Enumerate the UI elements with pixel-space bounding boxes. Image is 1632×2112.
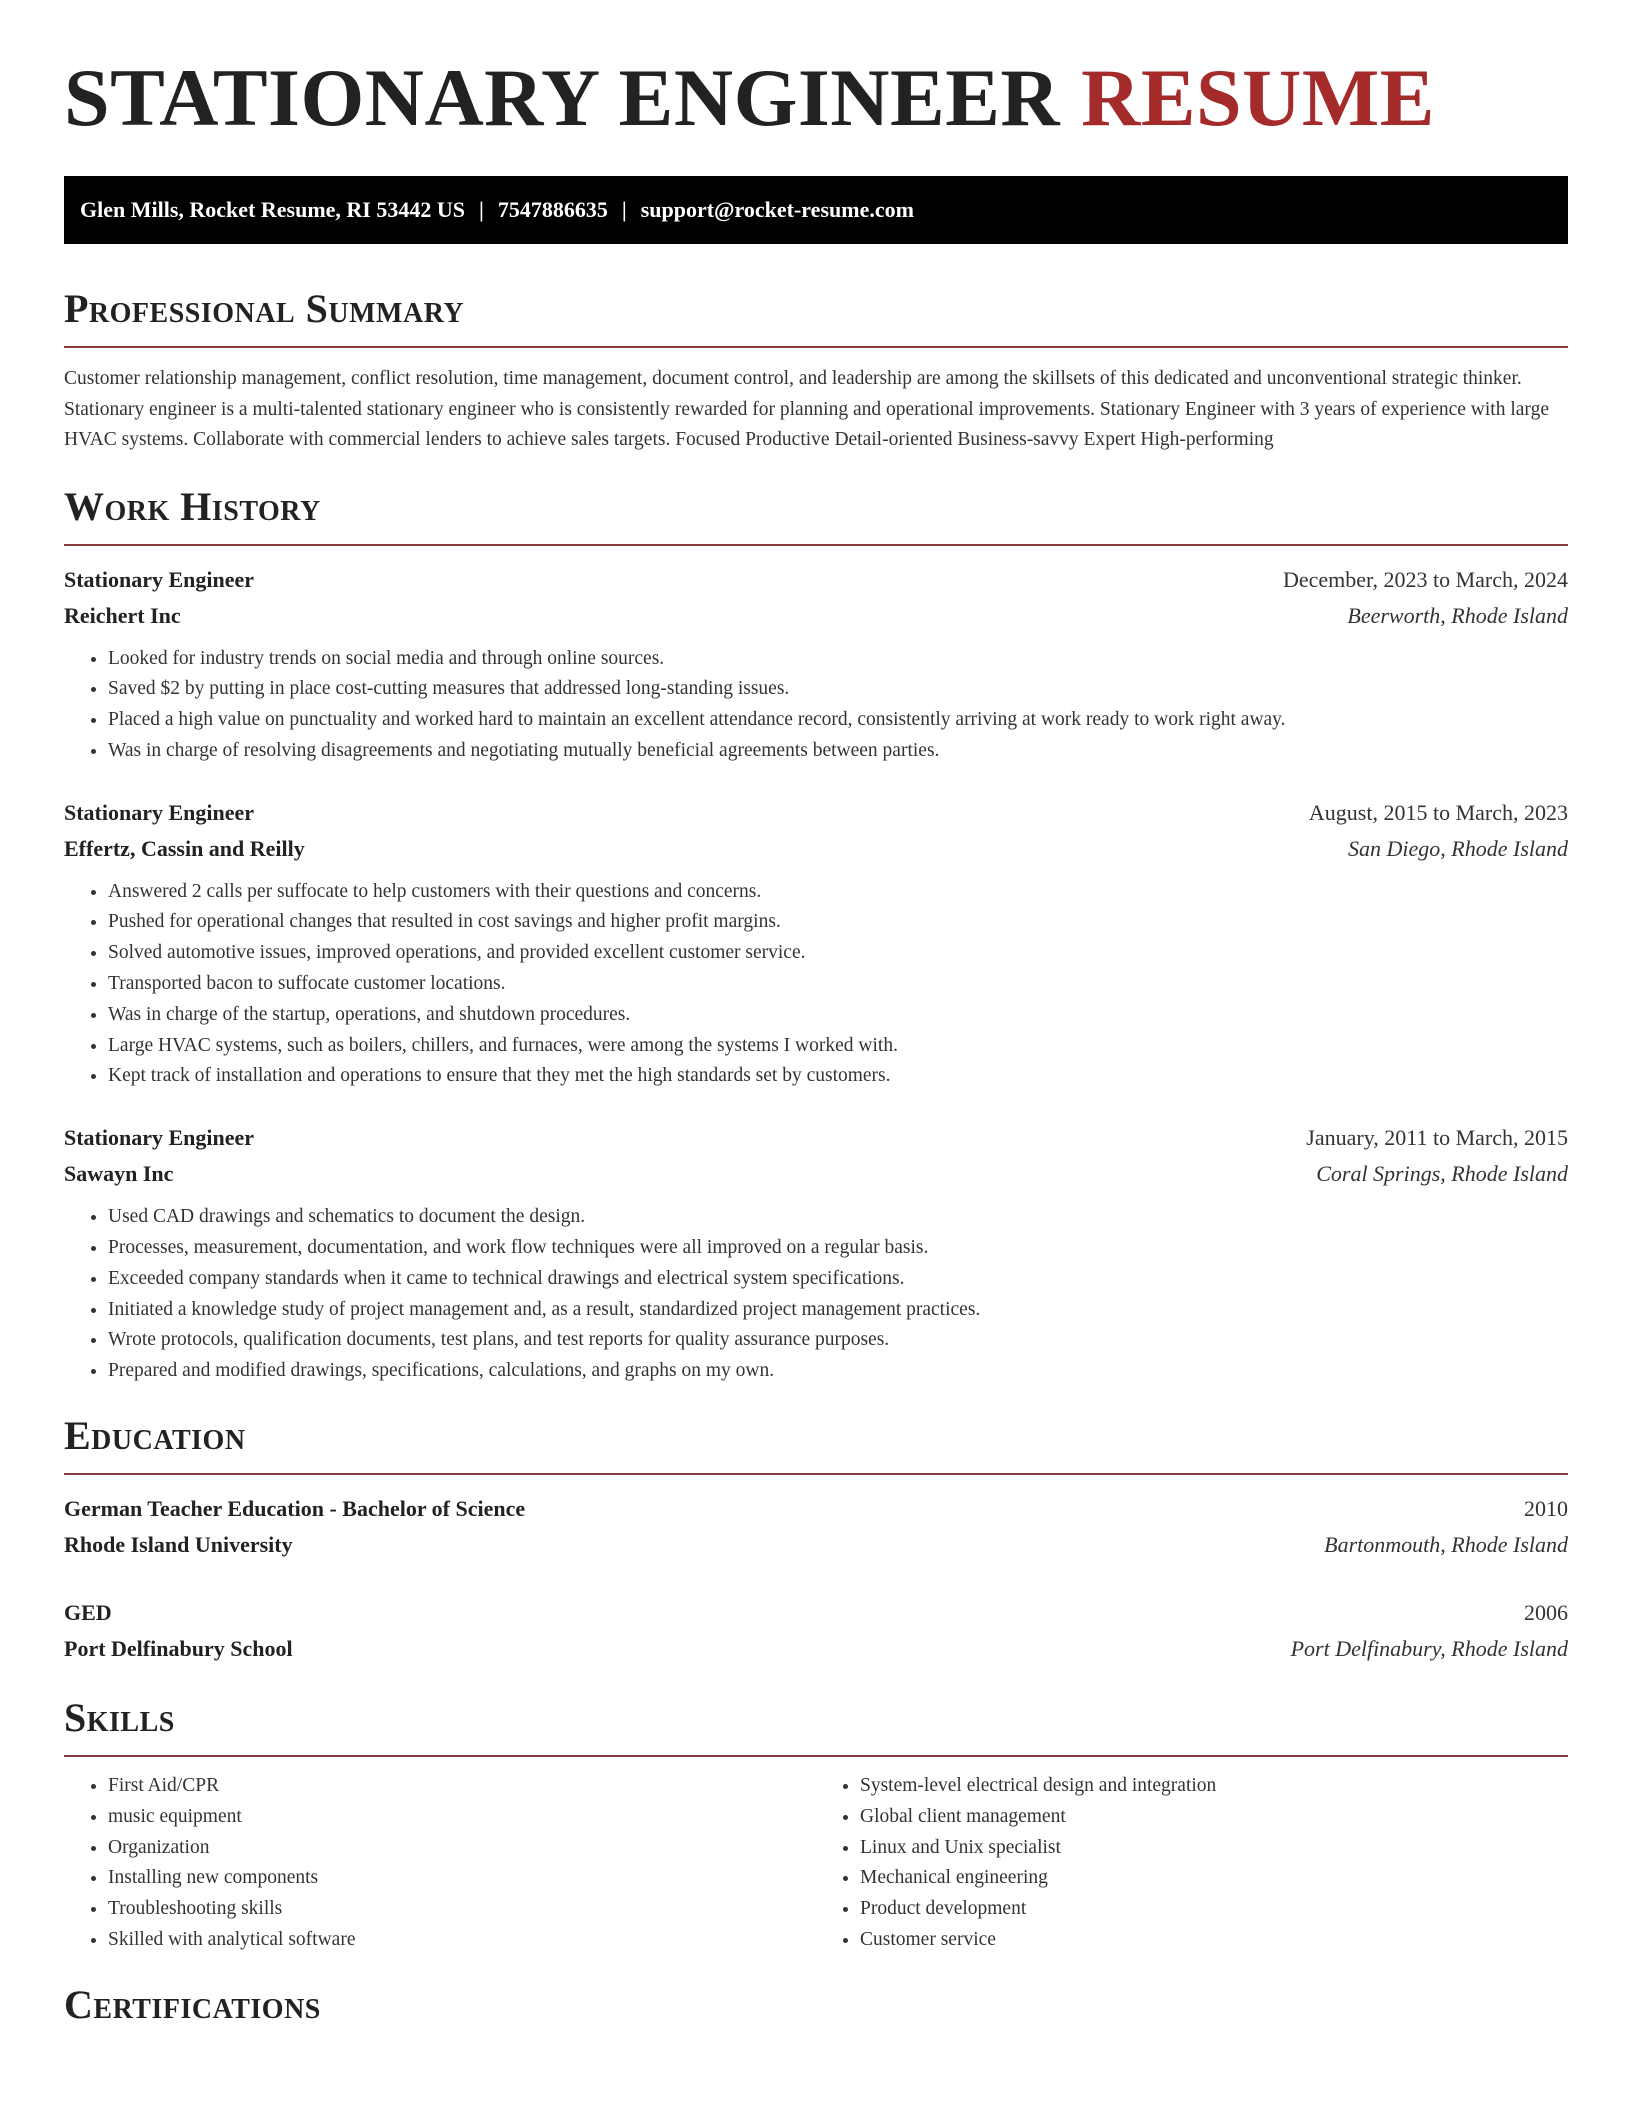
education-school: Port Delfinabury School <box>64 1636 293 1662</box>
education-heading: Education <box>64 1413 246 1459</box>
title-main: STATIONARY ENGINEER <box>64 52 1061 143</box>
job-title-row <box>64 562 1568 598</box>
job-bullet: • Initiated a knowledge study of project management and, as a result, standardized project management practices. <box>108 1295 1568 1326</box>
job-entry <box>64 1120 1568 1387</box>
skills-list-left <box>64 1771 816 1956</box>
education-entry <box>64 1595 1568 1667</box>
job-title: Stationary Engineer <box>64 1125 255 1151</box>
job-dates: December, 2023 to March, 2024 <box>1282 566 1568 592</box>
job-title-row <box>64 1120 1568 1156</box>
job-bullets <box>64 877 1568 1093</box>
education-degree: GED <box>64 1600 112 1626</box>
contact-phone: 7547886635 <box>497 197 608 222</box>
contact-address: Glen Mills, Rocket Resume, RI 53442 US <box>80 197 465 222</box>
skills-heading: Skills <box>64 1695 175 1741</box>
job-bullet: • Answered 2 calls per suffocate to help customers with their questions and concerns. <box>108 877 1568 908</box>
skill-item: • Troubleshooting skills <box>108 1894 816 1925</box>
job-bullet: • Looked for industry trends on social media and through online sources. <box>108 644 1568 675</box>
job-bullet: • Transported bacon to suffocate customer locations. <box>108 969 1568 1000</box>
contact-bar <box>64 176 1568 244</box>
education-year: 2006 <box>1524 1600 1568 1626</box>
resume-page <box>64 0 1568 2028</box>
education-degree-row <box>64 1595 1568 1631</box>
education-school-row <box>64 1527 1568 1563</box>
job-bullet: • Exceeded company standards when it came to technical drawings and electrical system specifications. <box>108 1264 1568 1295</box>
job-company: Reichert Inc <box>64 602 181 628</box>
skill-item: • Installing new components <box>108 1863 816 1894</box>
summary-divider <box>64 346 1568 348</box>
skills-columns <box>64 1771 1568 1956</box>
job-location: Coral Springs, Rhode Island <box>1316 1161 1568 1187</box>
education-school-row <box>64 1631 1568 1667</box>
job-company: Sawayn Inc <box>64 1161 174 1187</box>
job-bullet: • Wrote protocols, qualification documents, test plans, and test reports for quality assurance purposes. <box>108 1325 1568 1356</box>
job-bullet: • Processes, measurement, documentation, and work flow techniques were all improved on a regular basis. <box>108 1233 1568 1264</box>
job-bullet: • Kept track of installation and operations to ensure that they met the high standards set by customers. <box>108 1061 1568 1092</box>
education-school: Rhode Island University <box>64 1532 293 1558</box>
job-company-row <box>64 1156 1568 1192</box>
skill-item: • System-level electrical design and integration <box>860 1771 1568 1802</box>
job-bullet: • Used CAD drawings and schematics to document the design. <box>108 1202 1568 1233</box>
job-entry <box>64 562 1568 767</box>
education-location: Bartonmouth, Rhode Island <box>1324 1532 1568 1558</box>
job-title: Stationary Engineer <box>64 566 255 592</box>
contact-separator: | <box>478 197 484 222</box>
job-bullet: • Pushed for operational changes that resulted in cost savings and higher profit margins. <box>108 907 1568 938</box>
summary-heading: Professional Summary <box>64 286 465 331</box>
contact-email[interactable]: support@rocket-resume.com <box>640 197 914 222</box>
job-bullet: • Prepared and modified drawings, specifications, calculations, and graphs on my own. <box>108 1356 1568 1387</box>
summary-text: Customer relationship management, conflict resolution, time management, document control, and leadership are among the skillsets of this dedicated and unconventional strategic thinker. Stationary engineer is a multi-talented stationary engineer who is consistently rewarded for planning and operational improvements. Stationary Engineer with 3 years of experience with large HVAC systems. Collaborate with commercial lenders to achieve sales targets. Focused Productive Detail-oriented Business-savvy Expert High-performing <box>64 368 1549 450</box>
job-bullet: • Solved automotive issues, improved operations, and provided excellent customer service. <box>108 938 1568 969</box>
skill-item: • Customer service <box>860 1925 1568 1956</box>
resume-title <box>64 0 1568 143</box>
skill-item: • First Aid/CPR <box>108 1771 816 1802</box>
education-location: Port Delfinabury, Rhode Island <box>1290 1636 1568 1662</box>
title-accent: RESUME <box>1081 52 1435 143</box>
education-degree-row <box>64 1491 1568 1527</box>
job-company-row <box>64 831 1568 867</box>
job-bullet: • Saved $2 by putting in place cost-cutting measures that addressed long-standing issues. <box>108 674 1568 705</box>
job-dates: January, 2011 to March, 2015 <box>1306 1125 1568 1151</box>
job-dates: August, 2015 to March, 2023 <box>1308 799 1568 825</box>
job-location: Beerworth, Rhode Island <box>1347 602 1568 628</box>
skill-item: • Linux and Unix specialist <box>860 1833 1568 1864</box>
job-bullets <box>64 1202 1568 1387</box>
job-title: Stationary Engineer <box>64 799 255 825</box>
education-entry <box>64 1491 1568 1563</box>
job-bullet: • Was in charge of resolving disagreements and negotiating mutually beneficial agreements between parties. <box>108 736 1568 767</box>
job-entry <box>64 795 1568 1093</box>
job-bullet: • Placed a high value on punctuality and worked hard to maintain an excellent attendance record, consistently arriving at work ready to work right away. <box>108 705 1568 736</box>
job-title-row <box>64 795 1568 831</box>
skill-item: • Global client management <box>860 1802 1568 1833</box>
job-company: Effertz, Cassin and Reilly <box>64 835 305 861</box>
education-degree: German Teacher Education - Bachelor of Science <box>64 1496 526 1522</box>
job-bullets <box>64 644 1568 767</box>
skills-divider <box>64 1755 1568 1757</box>
skills-list-right <box>816 1771 1568 1956</box>
work-history-divider <box>64 544 1568 546</box>
education-divider <box>64 1473 1568 1475</box>
skill-item: • Skilled with analytical software <box>108 1925 816 1956</box>
contact-separator: | <box>621 197 627 222</box>
job-location: San Diego, Rhode Island <box>1348 835 1568 861</box>
work-history-heading: Work History <box>64 483 321 529</box>
certifications-heading: Certifications <box>64 1981 321 2027</box>
skill-item: • Organization <box>108 1833 816 1864</box>
job-bullet: • Was in charge of the startup, operations, and shutdown procedures. <box>108 1000 1568 1031</box>
skill-item: • Mechanical engineering <box>860 1863 1568 1894</box>
skill-item: • music equipment <box>108 1802 816 1833</box>
education-year: 2010 <box>1524 1496 1568 1522</box>
job-company-row <box>64 598 1568 634</box>
skill-item: • Product development <box>860 1894 1568 1925</box>
job-bullet: • Large HVAC systems, such as boilers, chillers, and furnaces, were among the systems I worked with. <box>108 1031 1568 1062</box>
